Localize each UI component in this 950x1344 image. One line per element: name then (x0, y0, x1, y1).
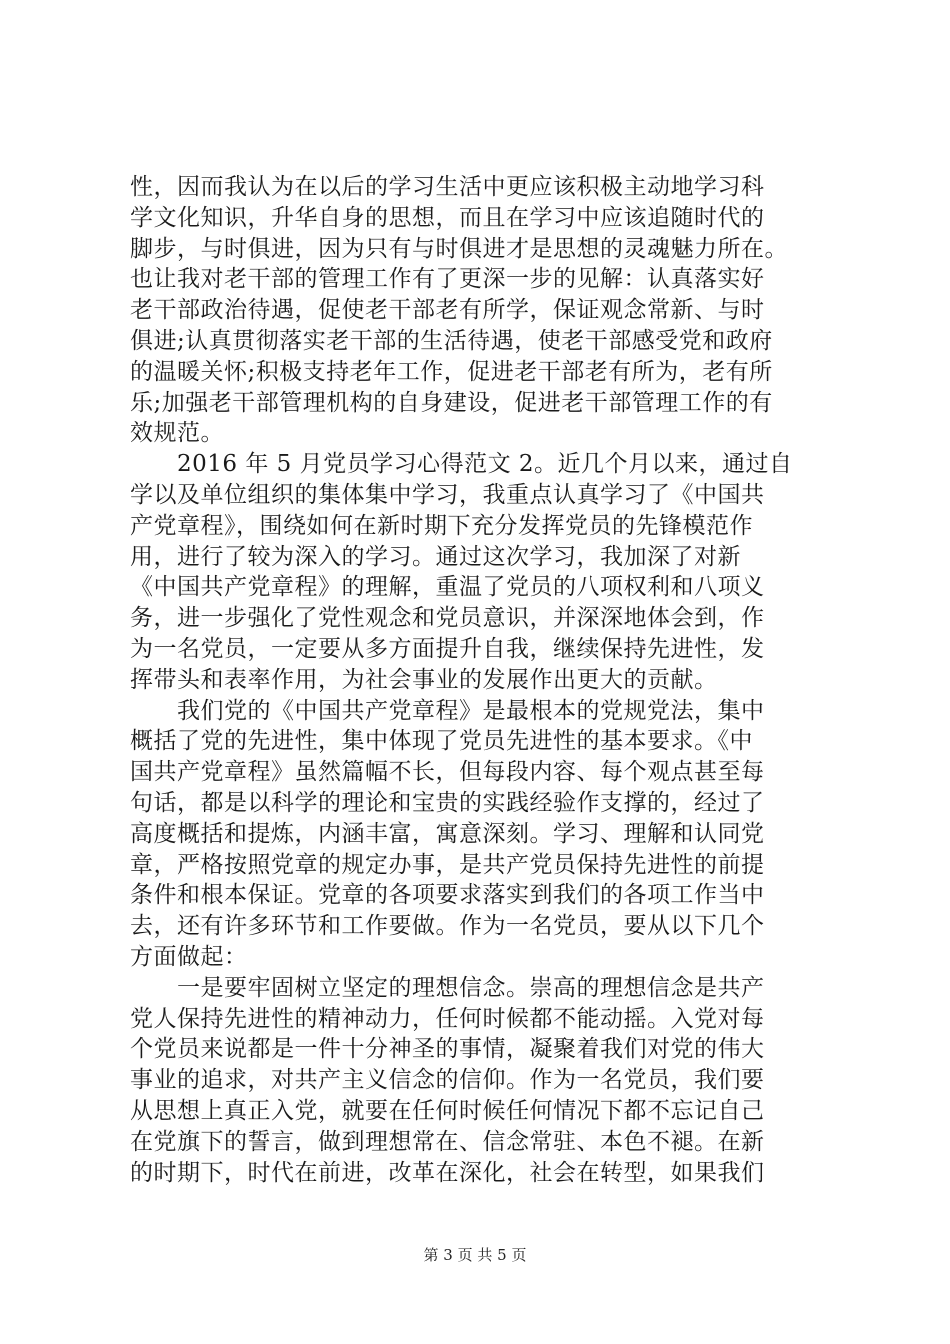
text-line: 从思想上真正入党，就要在任何时候任何情况下都不忘记自己 (130, 1097, 765, 1124)
text-line: 在党旗下的誓言，做到理想常在、信念常驻、本色不褪。在新 (130, 1128, 765, 1155)
text-line: 概括了党的先进性，集中体现了党员先进性的基本要求。《中 (130, 728, 753, 755)
text-line: 我们党的《中国共产党章程》是最根本的党规党法，集中 (130, 697, 765, 724)
text-line: 产党章程》，围绕如何在新时期下充分发挥党员的先锋模范作 (130, 512, 753, 539)
text-line: 学文化知识，升华自身的思想，而且在学习中应该追随时代的 (130, 204, 765, 231)
text-line: 俱进;认真贯彻落实老干部的生活待遇，使老干部感受党和政府 (130, 327, 773, 354)
text-line: 老干部政治待遇，促使老干部老有所学，保证观念常新、与时 (130, 297, 765, 324)
text-line: 效规范。 (130, 420, 224, 447)
text-line: 《中国共产党章程》的理解，重温了党员的八项权利和八项义 (130, 574, 765, 601)
text-line: 挥带头和表率作用，为社会事业的发展作出更大的贡献。 (130, 666, 718, 693)
text-line: 脚步，与时俱进，因为只有与时俱进才是思想的灵魂魅力所在。 (130, 235, 788, 262)
text-line: 性，因而我认为在以后的学习生活中更应该积极主动地学习科 (130, 174, 765, 200)
text-line: 条件和根本保证。党章的各项要求落实到我们的各项工作当中 (130, 882, 765, 909)
text-line: 方面做起： (130, 943, 248, 970)
text-line: 高度概括和提炼，内涵丰富，寓意深刻。学习、理解和认同党 (130, 820, 765, 847)
text-line: 的时期下，时代在前进，改革在深化，社会在转型，如果我们 (130, 1159, 765, 1186)
text-line: 去，还有许多环节和工作要做。作为一名党员，要从以下几个 (130, 913, 765, 940)
text-line: 务，进一步强化了党性观念和党员意识，并深深地体会到，作 (130, 605, 765, 632)
text-line: 的温暖关怀;积极支持老年工作，促进老干部老有所为，老有所 (130, 358, 773, 385)
text-line: 乐;加强老干部管理机构的自身建设，促进老干部管理工作的有 (130, 389, 773, 416)
text-line: 党人保持先进性的精神动力，任何时候都不能动摇。入党对每 (130, 1005, 765, 1032)
text-line: 句话，都是以科学的理论和宝贵的实践经验作支撑的，经过了 (130, 789, 765, 816)
text-line: 事业的追求，对共产主义信念的信仰。作为一名党员，我们要 (130, 1067, 765, 1094)
text-line: 为一名党员，一定要从多方面提升自我，继续保持先进性，发 (130, 635, 765, 662)
text-line: 章，严格按照党章的规定办事，是共产党员保持先进性的前提 (130, 851, 765, 878)
text-line: 一是要牢固树立坚定的理想信念。崇高的理想信念是共产 (130, 974, 765, 1001)
text-line: 学以及单位组织的集体集中学习，我重点认真学习了《中国共 (130, 481, 765, 508)
text-line: 个党员来说都是一件十分神圣的事情，凝聚着我们对党的伟大 (130, 1036, 765, 1063)
document-body (130, 172, 842, 1188)
text-line: 2016 年 5 月党员学习心得范文 2。近几个月以来，通过自 (130, 451, 793, 478)
text-line: 也让我对老干部的管理工作有了更深一步的见解：认真落实好 (130, 266, 765, 293)
text-line: 国共产党章程》虽然篇幅不长，但每段内容、每个观点甚至每 (130, 759, 765, 786)
text-line: 用，进行了较为深入的学习。通过这次学习，我加深了对新 (130, 543, 741, 570)
page-number-footer: 第 3 页 共 5 页 (423, 1246, 527, 1264)
